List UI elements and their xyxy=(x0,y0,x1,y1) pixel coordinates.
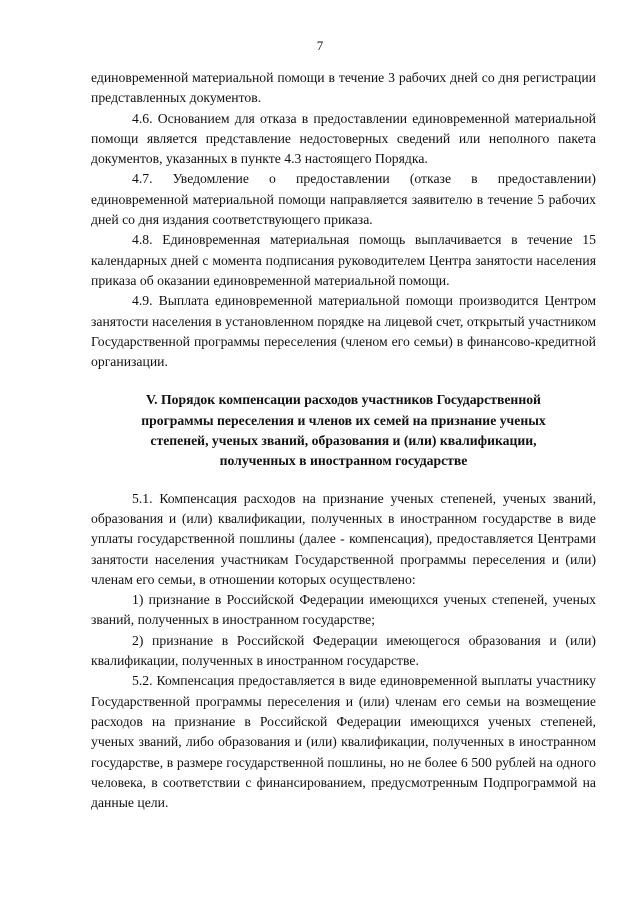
paragraph-4-7: 4.7. Уведомление о предоставлении (отказе в предоставлении) единовременной материальной помощи направляется заявителю в течение 5 рабочих дней со дня издания соответствующего приказа. xyxy=(91,171,596,228)
paragraph-5-1-item-1: 1) признание в Российской Федерации имеющихся ученых степеней, ученых званий, полученных в иностранном государстве; xyxy=(91,592,596,628)
section-heading-line: V. Порядок компенсации расходов участников Государственной xyxy=(146,392,541,408)
document-body xyxy=(91,68,596,813)
page-number: 7 xyxy=(316,38,324,53)
paragraph-4-5-continuation: единовременной материальной помощи в течение 3 рабочих дней со дня регистрации представленных документов. xyxy=(91,70,596,106)
paragraph-5-1-item-2: 2) признание в Российской Федерации имеющегося образования и (или) квалификации, полученных в иностранном государстве. xyxy=(91,632,596,669)
paragraph-5-1: 5.1. Компенсация расходов на признание ученых степеней, ученых званий, образования и (или) квалификации, полученных в иностранном государстве в виде уплаты государственной пошлины (далее - компенсация), предоставляется Центрами занятости населения участникам Государственной программы переселения и (или) членам его семьи, в отношении которых осуществлено: xyxy=(91,490,596,587)
paragraph-4-6: 4.6. Основанием для отказа в предоставлении единовременной материальной помощи является представление недостоверных сведений или неполного пакета документов, указанных в пункте 4.3 настоящего Порядка. xyxy=(91,110,596,167)
section-heading-line: программы переселения и членов их семей на признание ученых xyxy=(141,412,546,428)
paragraph-5-2: 5.2. Компенсация предоставляется в виде единовременной выплаты участнику Государственной программы переселения и (или) членам его семьи на возмещение расходов на признание в Российской Федерации имеющихся ученых степеней, ученых званий, либо образования и (или) квалификации, полученных в иностранном государстве, в размере государственной пошлины, но не более 6 500 рублей на одного человека, в соответствии с финансированием, предусмотренным Подпрограммой на данные цели. xyxy=(91,673,596,811)
section-heading-line: степеней, ученых званий, образования и (или) квалификации, xyxy=(150,433,537,449)
paragraph-4-8: 4.8. Единовременная материальная помощь выплачивается в течение 15 календарных дней с момента подписания руководителем Центра занятости населения приказа об оказании единовременной материальной помощи. xyxy=(91,232,596,288)
section-heading-line: полученных в иностранном государстве xyxy=(219,453,468,469)
paragraph-4-9: 4.9. Выплата единовременной материальной помощи производится Центром занятости населения в установленном порядке на лицевой счет, открытый участником Государственной программы переселения (членом его семьи) в финансово-кредитной организации. xyxy=(91,293,596,370)
section-v-heading xyxy=(91,390,596,471)
